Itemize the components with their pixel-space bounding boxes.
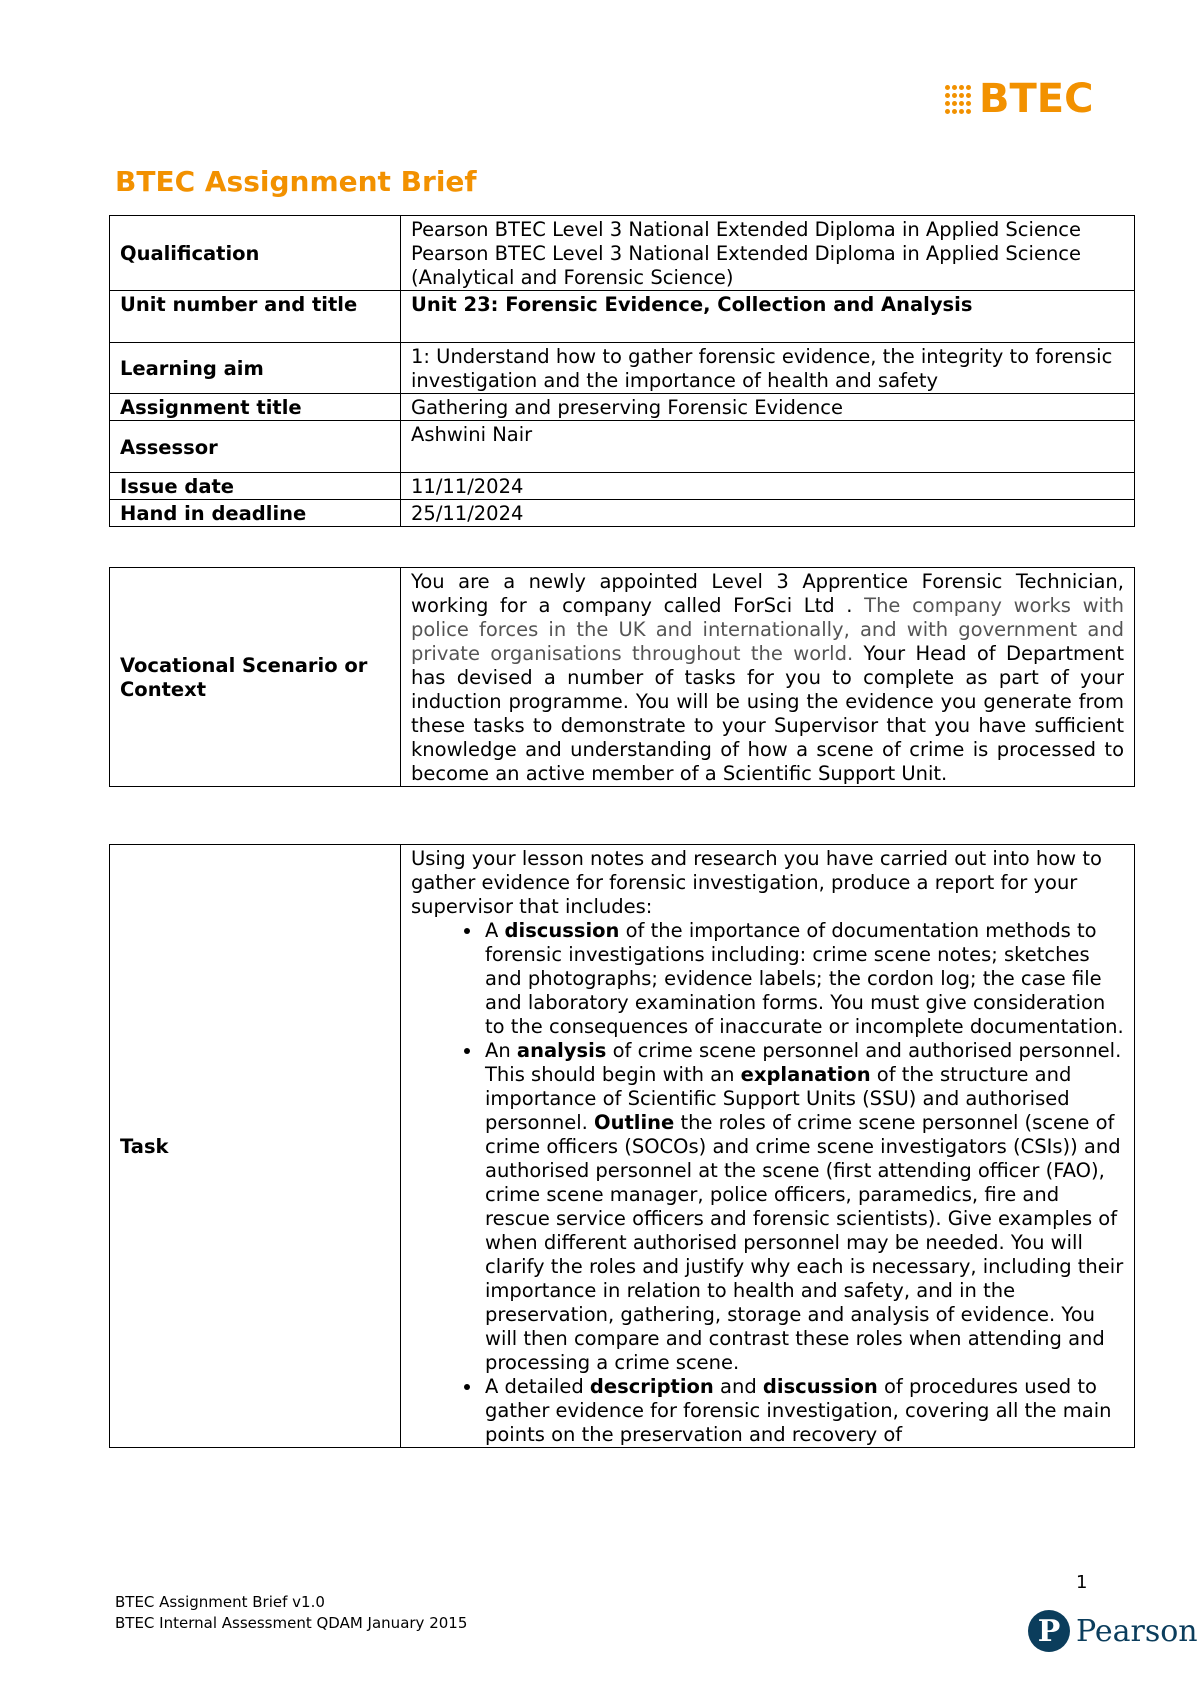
unit-label: Unit number and title [110,291,401,343]
qualification-line-1: Pearson BTEC Level 3 National Extended Diploma in Applied Science [411,218,1082,241]
scenario-row [110,568,1135,787]
task-row [110,845,1135,1448]
task-intro: Using your lesson notes and research you have carried out into how to gather evidence for forensic investigation, produce a report for your supervisor that includes: [411,847,1102,918]
task-content [401,845,1135,1448]
issue-date-value: 11/11/2024 [401,473,1135,500]
assignment-title-row [110,394,1135,421]
assignment-title-value: Gathering and preserving Forensic Evidence [401,394,1135,421]
issue-date-row [110,473,1135,500]
qualification-label: Qualification [110,216,401,291]
task-bullet-discussion: • A discussion of the importance of documentation methods to forensic investigations including: crime scene notes; sketches and photographs; evidence labels; the cordon log; the case file and laboratory examination forms. You must give consideration to the consequences of inaccurate or incomplete documentation. [483,919,1124,1039]
btec-dots-icon [945,79,975,119]
btec-logo [945,76,1093,122]
learning-aim-label: Learning aim [110,343,401,394]
unit-value: Unit 23: Forensic Evidence, Collection and Analysis [401,291,1135,343]
scenario-label: Vocational Scenario or Context [110,568,401,787]
pearson-wordmark: Pearson [1076,1613,1198,1649]
learning-aim-value: 1: Understand how to gather forensic evidence, the integrity to forensic investigation and the importance of health and safety [401,343,1135,394]
assessor-label: Assessor [110,421,401,473]
pearson-logo [1028,1610,1198,1652]
page-title: BTEC Assignment Brief [115,165,477,198]
deadline-label: Hand in deadline [110,500,401,527]
deadline-value: 25/11/2024 [401,500,1135,527]
deadline-row [110,500,1135,527]
footer-version: BTEC Assignment Brief v1.0 [115,1593,325,1611]
scenario-text-b: The company works with police forces in the UK and internationally, and with government and private organisations throughout the world. [411,594,1124,665]
btec-logo-text: BTEC [979,76,1094,122]
qualification-line-2: Pearson BTEC Level 3 National Extended Diploma in Applied Science (Analytical and Forensic Science) [411,242,1082,289]
task-bullet-analysis: • An analysis of crime scene personnel and authorised personnel. This should begin with an explanation of the structure and importance of Scientific Support Units (SSU) and authorised personnel. Outline the roles of crime scene personnel (scene of crime officers (SOCOs) and crime scene investigators (CSIs)) and authorised personnel at the scene (first attending officer (FAO), crime scene manager, police officers, paramedics, fire and rescue service officers and forensic scientists). Give examples of when different authorised personnel may be needed. You will clarify the roles and justify why each is necessary, including their importance in relation to health and safety, and in the preservation, gathering, storage and analysis of evidence. You will then compare and contrast these roles when attending and processing a crime scene. [483,1039,1124,1375]
pearson-p-icon: P [1028,1610,1070,1652]
scenario-text-c: Your Head of Department has devised a number of tasks for you to complete as part of your induction programme. You will be using the evidence you generate from these tasks to demonstrate to your Supervisor that you have sufficient knowledge and understanding of how a scene of crime is processed to become an active member of a Scientific Support Unit. [411,642,1124,785]
scenario-text-a: You are a newly appointed Level 3 Apprentice Forensic Technician, working for a company called ForSci Ltd . [411,570,1124,617]
scenario-text [401,568,1135,787]
qualification-row [110,216,1135,291]
assignment-details-table [109,215,1135,527]
task-bullet-procedures: • A detailed description and discussion of procedures used to gather evidence for forensic investigation, covering all the main points on the preservation and recovery of [483,1375,1124,1447]
qualification-value [401,216,1135,291]
page-number: 1 [1076,1572,1088,1593]
learning-aim-row [110,343,1135,394]
assignment-title-label: Assignment title [110,394,401,421]
task-bullet-list [411,919,1124,1447]
assessor-row [110,421,1135,473]
assessor-value: Ashwini Nair [401,421,1135,473]
scenario-table [109,567,1135,787]
task-table [109,844,1135,1448]
footer-qdam: BTEC Internal Assessment QDAM January 2015 [115,1614,468,1632]
task-label: Task [110,845,401,1448]
issue-date-label: Issue date [110,473,401,500]
unit-row [110,291,1135,343]
